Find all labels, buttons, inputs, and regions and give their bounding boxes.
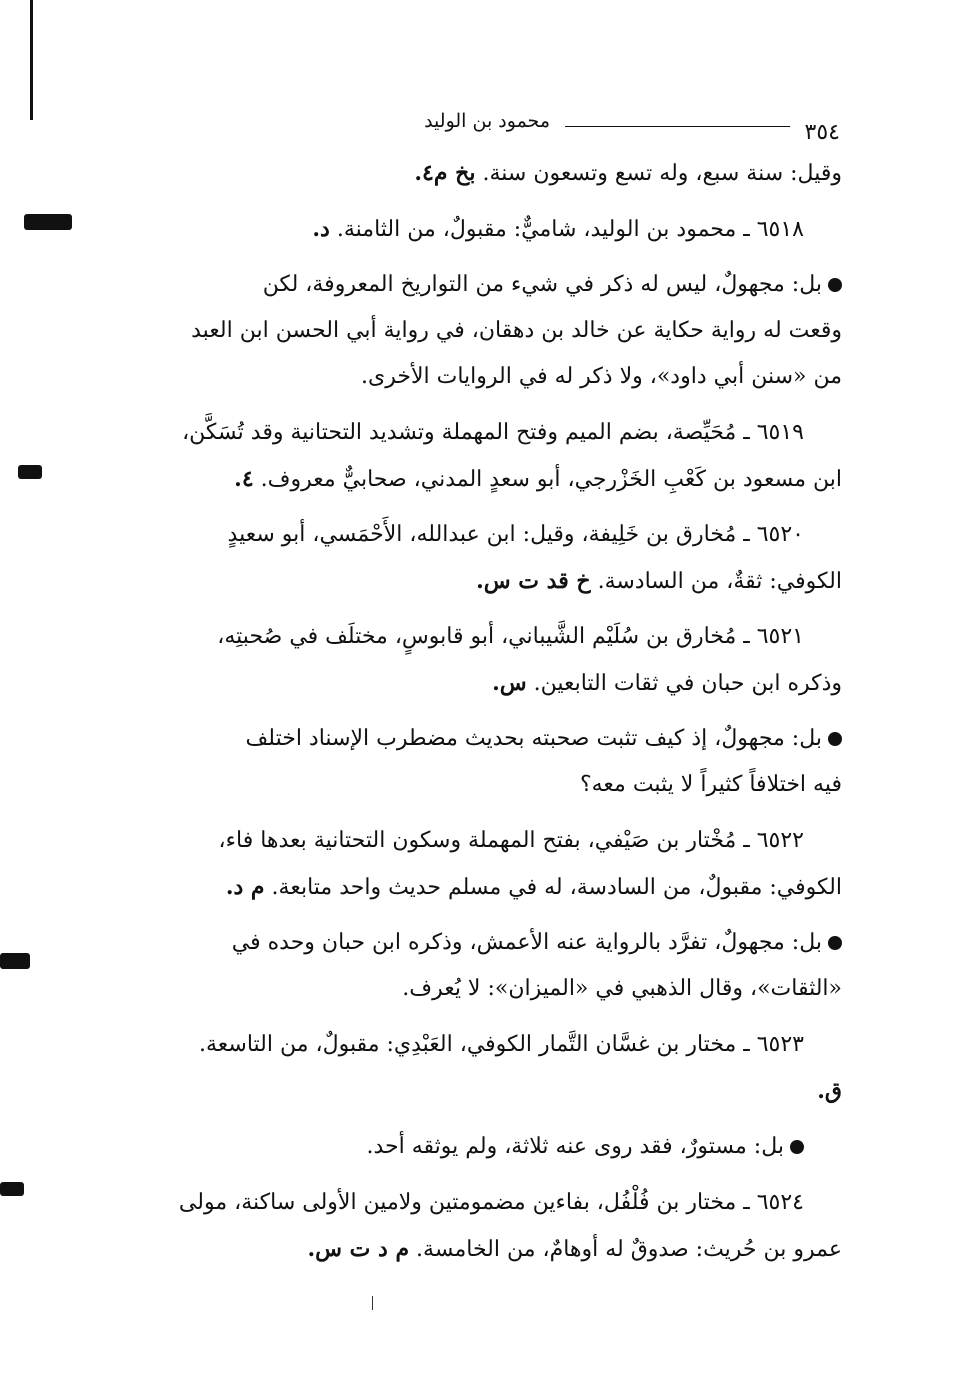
- page-number: ٣٥٤: [804, 120, 840, 145]
- comment-line: بل: مجهولٌ، إذ كيف تثبت صحبته بحديث مضطرب الإسناد اختلف: [120, 716, 842, 762]
- page-body: [120, 150, 842, 1272]
- sigla: م د ت س.: [307, 1236, 410, 1262]
- entry-line: ابن مسعود بن كَعْبِ الخَزْرجي، أبو سعدٍ المدني، صحابيٌّ معروف. ٤.: [234, 466, 842, 492]
- comment-line: بل: مجهولٌ، تفرَّد بالرواية عنه الأعمش، وذكره ابن حبان وحده في: [120, 920, 842, 966]
- comment-line: بل: مجهولٌ، ليس له ذكر في شيء من التواريخ المعروفة، لكن: [120, 262, 842, 308]
- entry-6522: ٦٥٢٢ ـ مُخْتار بن صَيْفي، بفتح المهملة وسكون التحتانية بعدها فاء،: [218, 828, 804, 853]
- comment-line: فيه اختلافاً كثيراً لا يثبت معه؟: [579, 772, 842, 797]
- sigla: س.: [492, 670, 527, 696]
- entry-6519: ٦٥١٩ ـ مُحَيِّصة، بضم الميم وفتح المهملة وتشديد التحتانية وقد تُسَكَّن،: [182, 420, 804, 445]
- comment-line: وقعت له رواية حكاية عن خالد بن دهقان، في رواية أبي الحسن ابن العبد: [191, 318, 842, 343]
- sigla: ٤.: [234, 466, 254, 492]
- entry-line: [120, 1068, 842, 1114]
- running-title: محمود بن الوليد: [424, 110, 550, 132]
- entry-line: عمرو بن حُريث: صدوقٌ له أوهامٌ، من الخامسة. م د ت س.: [307, 1236, 842, 1262]
- scan-blot: [18, 465, 42, 479]
- entry-6518: ٦٥١٨ ـ محمود بن الوليد، شاميٌّ: مقبولٌ، من الثامنة. د.: [312, 216, 804, 242]
- comment-line: «الثقات»، وقال الذهبي في «الميزان»: لا يُعرف.: [402, 976, 842, 1001]
- entry-6521: ٦٥٢١ ـ مُخارق بن سُلَيْم الشَّيباني، أبو قابوسٍ، مختلَف في صُحبتِه،: [217, 624, 804, 649]
- entry-line: الكوفي: ثقةٌ، من السادسة. خ قد ت س.: [476, 568, 842, 594]
- sigla: بخ م٤.: [414, 160, 476, 186]
- entry-6520: ٦٥٢٠ ـ مُخارق بن خَلِيفة، وقيل: ابن عبدالله، الأَحْمَسي، أبو سعيدٍ: [227, 522, 804, 547]
- entry-6524: ٦٥٢٤ ـ مختار بن فُلْفُل، بفاءين مضمومتين ولامين الأولى ساكنة، مولى: [178, 1190, 804, 1215]
- sigla: م د.: [225, 874, 265, 900]
- scan-mark: [372, 1296, 373, 1310]
- entry-line: وذكره ابن حبان في ثقات التابعين. س.: [492, 670, 842, 696]
- bullet-icon: [790, 1140, 804, 1154]
- scan-blot: [24, 214, 72, 230]
- comment-line: من «سنن أبي داود»، ولا ذكر له في الروايات الأخرى.: [361, 364, 842, 389]
- scan-margin-line: [30, 0, 33, 120]
- bullet-icon: [828, 732, 842, 746]
- sigla: خ قد ت س.: [476, 568, 591, 594]
- entry-line: الكوفي: مقبولٌ، من السادسة، له في مسلم حديث واحد متابعة. م د.: [225, 874, 842, 900]
- bullet-icon: [828, 278, 842, 292]
- header-rule: [565, 126, 790, 127]
- bullet-icon: [828, 936, 842, 950]
- sigla: د.: [312, 216, 330, 242]
- entry-6523: ٦٥٢٣ ـ مختار بن غسَّان التَّمار الكوفي، العَبْدِي: مقبولٌ، من التاسعة.: [198, 1032, 804, 1057]
- scan-blot: [0, 1182, 24, 1196]
- comment-line: بل: مستورٌ، فقد روى عنه ثلاثة، ولم يوثقه أحد.: [120, 1124, 842, 1170]
- text-line: وقيل: سنة سبع، وله تسع وتسعون سنة. بخ م٤.: [414, 160, 842, 186]
- page-header: [140, 106, 840, 146]
- scan-blot: [0, 953, 30, 969]
- sigla: ق.: [817, 1078, 842, 1104]
